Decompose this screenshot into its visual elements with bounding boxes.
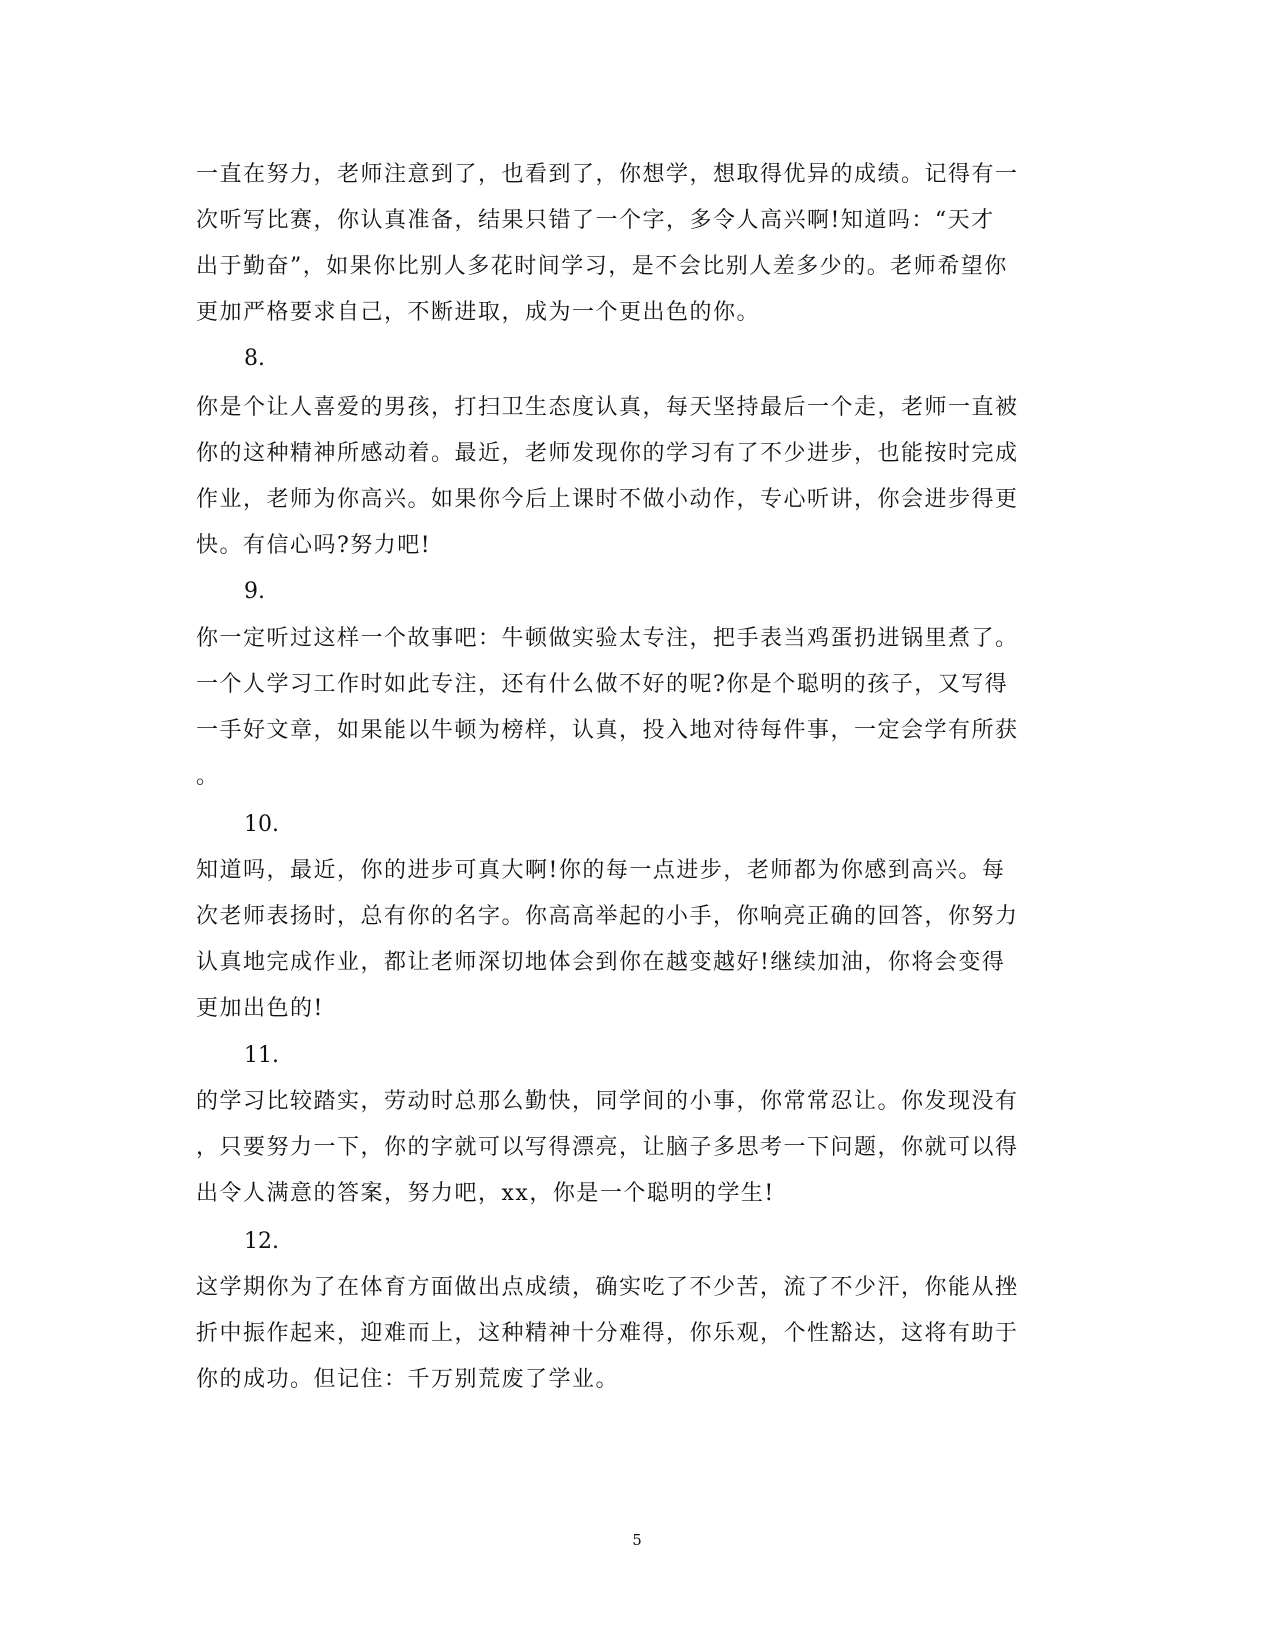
- text-line: 次老师表扬时，总有你的名字。你高高举起的小手，你响亮正确的回答，你努力: [196, 904, 1019, 929]
- text-line: 知道吗，最近，你的进步可真大啊!你的每一点进步，老师都为你感到高兴。每: [196, 858, 1006, 883]
- text-line: 快。有信心吗?努力吧!: [196, 533, 432, 558]
- text-line: 这学期你为了在体育方面做出点成绩，确实吃了不少苦，流了不少汗，你能从挫: [196, 1275, 1019, 1300]
- item-number: 12.: [244, 1229, 279, 1254]
- text-line: 一直在努力，老师注意到了，也看到了，你想学，想取得优异的成绩。记得有一: [196, 162, 1019, 187]
- item-number: 11.: [244, 1043, 279, 1068]
- text-line: 你是个让人喜爱的男孩，打扫卫生态度认真，每天坚持最后一个走，老师一直被: [196, 395, 1019, 420]
- text-line: 作业，老师为你高兴。如果你今后上课时不做小动作，专心听讲，你会进步得更: [196, 487, 1019, 512]
- text-line: 出令人满意的答案，努力吧，xx，你是一个聪明的学生!: [196, 1181, 775, 1206]
- item-number: 10.: [244, 812, 279, 837]
- text-line: 折中振作起来，迎难而上，这种精神十分难得，你乐观，个性豁达，这将有助于: [196, 1321, 1019, 1346]
- text-line: 更加严格要求自己，不断进取，成为一个更出色的你。: [196, 300, 761, 325]
- text-line: 你的成功。但记住：千万别荒废了学业。: [196, 1367, 620, 1392]
- page-number: 5: [632, 1531, 642, 1549]
- text-line: ，只要努力一下，你的字就可以写得漂亮，让脑子多思考一下问题，你就可以得: [196, 1135, 1019, 1160]
- text-line: 你的这种精神所感动着。最近，老师发现你的学习有了不少进步，也能按时完成: [196, 441, 1019, 466]
- text-line: 更加出色的!: [196, 996, 324, 1021]
- text-line: 一个人学习工作时如此专注，还有什么做不好的呢?你是个聪明的孩子，又写得: [196, 672, 1009, 697]
- item-number: 9.: [244, 579, 265, 604]
- text-line: 出于勤奋”，如果你比别人多花时间学习，是不会比别人差多少的。老师希望你: [196, 254, 1008, 279]
- text-line: 的学习比较踏实，劳动时总那么勤快，同学间的小事，你常常忍让。你发现没有: [196, 1089, 1019, 1114]
- text-line: 认真地完成作业，都让老师深切地体会到你在越变越好!继续加油，你将会变得: [196, 950, 1006, 975]
- text-line: 。: [196, 764, 220, 789]
- item-number: 8.: [244, 346, 265, 371]
- text-line: 一手好文章，如果能以牛顿为榜样，认真，投入地对待每件事，一定会学有所获: [196, 718, 1019, 743]
- text-line: 次听写比赛，你认真准备，结果只错了一个字，多令人高兴啊!知道吗：“天才: [196, 208, 995, 233]
- text-line: 你一定听过这样一个故事吧：牛顿做实验太专注，把手表当鸡蛋扔进锅里煮了。: [196, 626, 1019, 651]
